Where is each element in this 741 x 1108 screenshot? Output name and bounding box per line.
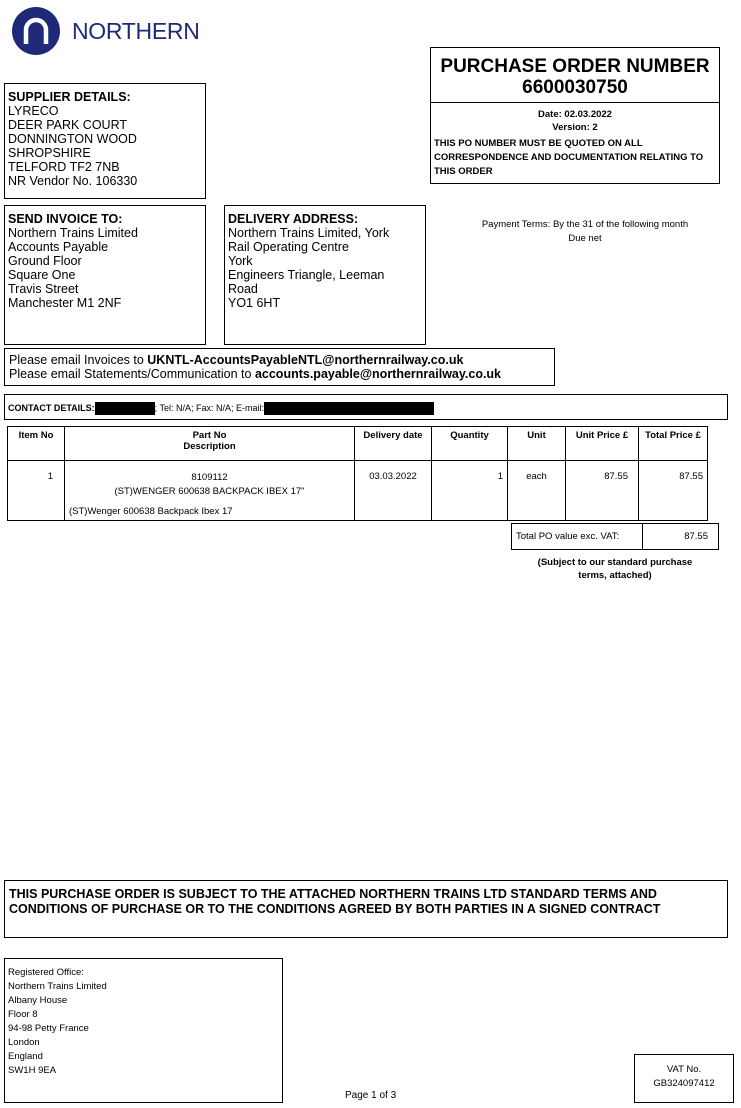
delivery-heading: DELIVERY ADDRESS:	[228, 212, 359, 226]
delivery-line: Rail Operating Centre	[228, 240, 349, 254]
po-title	[431, 56, 719, 98]
po-meta	[431, 108, 719, 134]
cell-part-description	[65, 461, 355, 521]
cell-quantity: 1	[432, 461, 508, 521]
delivery-address-box	[224, 205, 426, 345]
cell-long-text: (ST)Wenger 600638 Backpack Ibex 17	[69, 506, 233, 517]
invoice-line: Manchester M1 2NF	[8, 296, 122, 310]
cell-unit: each	[508, 461, 566, 521]
contact-middle: ; Tel: N/A; Fax: N/A; E-mail:	[154, 402, 265, 413]
invoice-line: Square One	[8, 268, 76, 282]
invoice-line: Northern Trains Limited	[8, 226, 138, 240]
invoice-email-prefix: Please email Invoices to	[9, 353, 148, 367]
delivery-line: York	[228, 254, 253, 268]
invoice-line: Ground Floor	[8, 254, 82, 268]
po-divider	[431, 102, 719, 103]
statement-email-address[interactable]: accounts.payable@northernrailway.co.uk	[254, 367, 502, 381]
statement-email-prefix: Please email Statements/Communication to	[9, 367, 255, 381]
payment-terms-due: Due net	[568, 233, 602, 244]
subject-note	[520, 556, 710, 582]
redacted-contact-email	[264, 402, 434, 415]
registered-line: Floor 8	[8, 1009, 38, 1020]
terms-notice-line: THIS PURCHASE ORDER IS SUBJECT TO THE ATTACHED NORTHERN TRAINS LTD STANDARD TERMS AND	[9, 887, 657, 901]
cell-total-price: 87.55	[639, 461, 708, 521]
cell-description: (ST)WENGER 600638 BACKPACK IBEX 17"	[114, 486, 305, 497]
cell-item-no: 1	[8, 461, 65, 521]
registered-line: SW1H 9EA	[8, 1065, 57, 1076]
send-invoice-box	[4, 205, 206, 345]
northern-logo-icon	[12, 7, 60, 55]
contact-line	[8, 402, 727, 415]
col-part-description	[65, 427, 355, 461]
total-po-value-box	[511, 523, 719, 550]
supplier-details-box	[4, 83, 206, 199]
registered-line: 94-98 Petty France	[8, 1023, 89, 1034]
cell-unit-price: 87.55	[566, 461, 639, 521]
total-value: 87.55	[684, 531, 708, 542]
supplier-line: NR Vendor No. 106330	[8, 174, 138, 188]
subject-note-line: (Subject to our standard purchase	[537, 557, 693, 568]
invoice-line: Travis Street	[8, 282, 79, 296]
vat-number: GB324097412	[653, 1078, 715, 1089]
email-instructions-box	[4, 348, 555, 386]
col-delivery-date: Delivery date	[355, 427, 432, 461]
supplier-line: DEER PARK COURT	[8, 118, 128, 132]
logo-text: NORTHERN	[72, 18, 200, 44]
col-part-no: Part No	[192, 430, 227, 441]
registered-office-box	[4, 958, 283, 1103]
cell-part-no: 8109112	[191, 472, 228, 483]
po-quote-note: THIS PO NUMBER MUST BE QUOTED ON ALL CORRESPONDENCE AND DOCUMENTATION RELATING TO THIS ORDER	[434, 138, 704, 177]
po-title-label: PURCHASE ORDER NUMBER	[440, 56, 710, 77]
total-label: Total PO value exc. VAT:	[516, 531, 620, 542]
vat-number-box	[634, 1054, 734, 1103]
delivery-line: Engineers Triangle, Leeman	[228, 268, 385, 282]
contact-details-box	[4, 394, 728, 420]
registered-line: Northern Trains Limited	[8, 981, 107, 992]
invoice-email-line	[9, 353, 554, 367]
invoice-heading: SEND INVOICE TO:	[8, 212, 123, 226]
cell-delivery-date: 03.03.2022	[355, 461, 432, 521]
redacted-contact-name	[95, 402, 155, 415]
table-header-row	[8, 427, 708, 461]
total-divider	[642, 524, 643, 549]
registered-line: Albany House	[8, 995, 68, 1006]
col-item-no: Item No	[8, 427, 65, 461]
statement-email-line	[9, 367, 554, 381]
po-number-box	[430, 47, 720, 184]
terms-notice-line: CONDITIONS OF PURCHASE OR TO THE CONDITIONS AGREED BY BOTH PARTIES IN A SIGNED CONTRACT	[9, 902, 661, 916]
subject-note-line: terms, attached)	[578, 570, 652, 581]
col-quantity: Quantity	[432, 427, 508, 461]
supplier-line: TELFORD TF2 7NB	[8, 160, 120, 174]
payment-terms-line: Payment Terms: By the 31 of the following month	[481, 219, 689, 230]
registered-heading: Registered Office:	[8, 967, 84, 978]
invoice-line: Accounts Payable	[8, 240, 109, 254]
delivery-line: YO1 6HT	[228, 296, 281, 310]
delivery-line: Road	[228, 282, 258, 296]
vat-label: VAT No.	[666, 1064, 702, 1075]
col-total-price: Total Price £	[639, 427, 708, 461]
registered-line: London	[8, 1037, 40, 1048]
supplier-line: SHROPSHIRE	[8, 146, 91, 160]
page-number: Page 1 of 3	[345, 1090, 397, 1101]
terms-notice-box	[4, 880, 728, 938]
delivery-line: Northern Trains Limited, York	[228, 226, 390, 240]
po-date: Date: 02.03.2022	[538, 109, 612, 120]
registered-line: England	[8, 1051, 43, 1062]
po-version: Version: 2	[552, 122, 598, 133]
supplier-heading: SUPPLIER DETAILS:	[8, 90, 131, 104]
supplier-line: DONNINGTON WOOD	[8, 132, 137, 146]
col-description: Description	[183, 441, 236, 452]
payment-terms	[440, 218, 730, 246]
po-number: 6600030750	[522, 77, 628, 98]
contact-label: CONTACT DETAILS:	[8, 402, 95, 413]
invoice-email-address[interactable]: UKNTL-AccountsPayableNTL@northernrailway.co.uk	[147, 353, 464, 367]
col-unit-price: Unit Price £	[566, 427, 639, 461]
order-items-table	[7, 426, 708, 521]
supplier-line: LYRECO	[8, 104, 59, 118]
table-row	[8, 461, 708, 521]
col-unit: Unit	[508, 427, 566, 461]
